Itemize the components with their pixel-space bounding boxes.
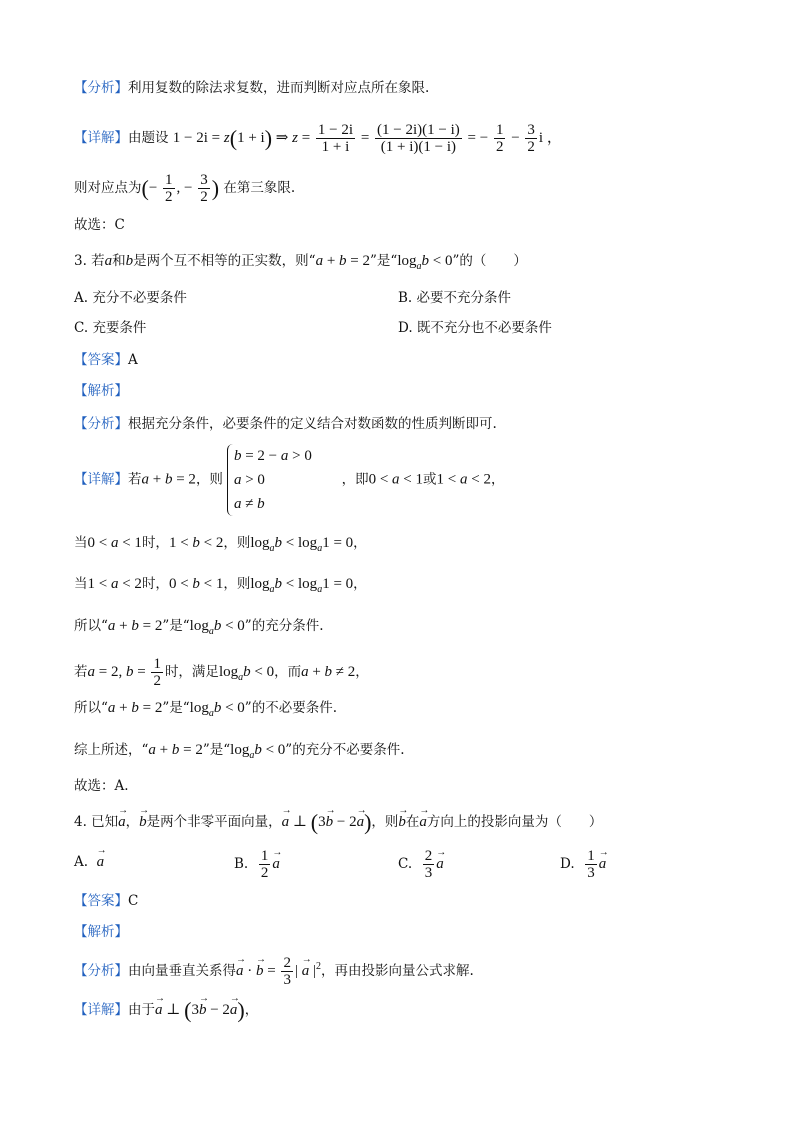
option-label: D. xyxy=(560,855,575,872)
eq-a-plus-b-ne: a + b ≠ 2 xyxy=(301,663,356,680)
q3-system: b = 2 − a > 0 a > 0 a ≠ b xyxy=(227,444,312,516)
q4-analysis-b: ，再由投影向量公式求解. xyxy=(321,962,474,979)
q3-so: 所以“ xyxy=(74,700,108,716)
option-expr: $\frac{1}{3}$ → a xyxy=(583,856,606,872)
answer-tag: 【答案】 xyxy=(74,893,128,909)
option-num: 1 xyxy=(260,848,269,864)
q4-stem-d: ，则 xyxy=(371,814,399,830)
q2-point-coords: (− $\frac{1}{2}$ , − $\frac{3}{2}$ ) xyxy=(141,172,220,205)
analysis-tag: 【分析】 xyxy=(74,962,128,979)
q3-detail-line: 【详解】若a + b = 2，则b = 2 − a > 0 a > 0 a ≠ b ，即0 < a < 1或1 < a < 2， xyxy=(74,444,504,516)
q4-option-d[interactable] xyxy=(560,848,606,881)
q3-counter-line: 若a = 2, b = $\frac{1}{2}$ 时，满足$\log_ab < 0$，而a + b ≠ 2， xyxy=(74,656,369,689)
q3-when-suffix: 时， xyxy=(141,576,169,592)
q3-when-suffix: 时， xyxy=(141,535,169,551)
option-text: 必要不充分条件 xyxy=(416,290,512,306)
answer-tag: 【答案】 xyxy=(74,352,128,368)
q3-detail-tail: ，即 xyxy=(341,471,369,488)
vec-a: → a xyxy=(419,812,427,832)
q4-detail: 由于 xyxy=(128,1002,155,1018)
q2-choice: 故选：C xyxy=(74,217,125,233)
option-label: B. xyxy=(398,290,413,306)
var-b: b xyxy=(125,253,134,269)
q3-option-b[interactable] xyxy=(398,288,511,308)
q3-stem-b: 和 xyxy=(112,253,126,269)
q3-then: ，则 xyxy=(223,576,251,592)
q4-option-b[interactable] xyxy=(234,848,280,881)
q2-point-prefix: 则对应点为 xyxy=(74,179,142,196)
q3-not-necessary-line xyxy=(74,698,337,720)
q3-option-d[interactable] xyxy=(398,318,552,338)
eq-log-lt-0: $\log_ab < 0$ xyxy=(397,253,453,272)
q3-case2-cond: 1 < a < 2 xyxy=(87,576,142,592)
q3-stem-a: 3. 若 xyxy=(74,253,105,269)
option-label: A. xyxy=(74,290,89,306)
q2-detail-prefix: 由题设 xyxy=(128,129,169,146)
option-den: 3 xyxy=(424,865,433,881)
q3-range-2: 1 < a < 2 xyxy=(436,471,491,488)
eq-a-plus-b: a + b = 2 xyxy=(107,700,163,716)
q3-case1-cond: 0 < a < 1 xyxy=(87,535,142,551)
eq-a-plus-b: a + b = 2 xyxy=(148,742,203,758)
q4-option-a[interactable] xyxy=(74,852,104,872)
q3-choice: 故选：A. xyxy=(74,778,129,794)
analysis-tag: 【分析】 xyxy=(74,80,128,96)
option-expr: → a xyxy=(97,852,105,872)
q3-not-necessary: ”的不必要条件. xyxy=(244,700,337,716)
eq-a-plus-b: a + b = 2 xyxy=(141,471,196,488)
eq-a-plus-b: a + b = 2 xyxy=(107,618,163,634)
q4-stem-c: 是两个非零平面向量， xyxy=(146,814,282,830)
q3-option-c[interactable] xyxy=(74,318,146,338)
analysis-tag: 【分析】 xyxy=(74,416,128,432)
q2-equation: 1 − 2i = z(1 + i) ⇒ z = $\frac{1 - 2i}{1 + i}$ = $\frac{(1 - 2i)(1 - i)}{(1 + i)(1 - i)}$ = − $\frac{1}{2}$ − $\frac{3}{2}$ i ， xyxy=(172,122,562,155)
q2-analysis-line xyxy=(74,78,429,98)
q3-option-a[interactable] xyxy=(74,288,187,308)
option-text: 充要条件 xyxy=(92,320,147,336)
q3-sufficient-line xyxy=(74,616,324,638)
option-num: 1 xyxy=(587,848,595,864)
detail-tag: 【详解】 xyxy=(74,1002,128,1018)
q4-analysis-line xyxy=(74,955,474,988)
var-a: a xyxy=(104,253,113,269)
q3-stem-e: ”的（ ） xyxy=(452,253,527,269)
option-expr: $\frac{1}{2}$ → a xyxy=(257,856,280,872)
q3-case1-b: 1 < b < 2 xyxy=(168,535,224,551)
q3-detail-prefix: 若 xyxy=(128,471,142,488)
eq-log-lt-0: $\log_ab < 0$ xyxy=(230,742,286,761)
q3-case-2: 当1 < a < 2时，0 < b < 1，则$\log_ab < \log_a1 = 0$， xyxy=(74,576,367,595)
q4-answer-line xyxy=(74,891,138,911)
detail-tag: 【详解】 xyxy=(74,471,128,488)
q4-perp-condition: → a ⊥ (3→ b − 2→ a) xyxy=(282,814,372,830)
q3-if: 若 xyxy=(74,663,88,680)
q3-summary-line xyxy=(74,740,405,762)
q3-conclusion: ”的充分不必要条件. xyxy=(285,742,405,758)
q4-stem xyxy=(74,809,603,835)
option-label: B. xyxy=(234,855,249,872)
q3-when: 当 xyxy=(74,576,88,592)
q4-stem-a: 4. 已知 xyxy=(74,814,119,830)
q2-detail-line xyxy=(74,122,562,155)
option-text: 充分不必要条件 xyxy=(92,290,187,306)
q3-case2-log: $\log_ab < \log_a1 = 0$ xyxy=(250,576,354,595)
q3-analysis-text: 根据充分条件，必要条件的定义结合对数函数的性质判断即可. xyxy=(128,416,497,432)
q2-point-line xyxy=(74,172,295,205)
q2-point-suffix: 在第三象限. xyxy=(223,179,296,196)
q4-option-c[interactable] xyxy=(398,848,444,881)
q3-sufficient: ”的充分条件. xyxy=(244,618,324,634)
option-label: C. xyxy=(74,320,89,336)
option-den: 2 xyxy=(260,865,269,881)
q3-is: ”是“ xyxy=(202,742,231,758)
q4-stem-f: 方向上的投影向量为（ ） xyxy=(426,814,603,830)
detail-tag: 【详解】 xyxy=(74,129,128,146)
q4-perp-condition: → a ⊥ (3→ b − 2→ a) xyxy=(155,1002,245,1018)
q3-stem xyxy=(74,251,527,273)
option-expr: $\frac{2}{3}$ → a xyxy=(421,856,444,872)
vec-b: → b xyxy=(139,812,147,832)
q3-case2-b: 0 < b < 1 xyxy=(168,576,224,592)
q4-detail-line: 【详解】由于→ a ⊥ (3→ b − 2→ a)， xyxy=(74,1000,258,1021)
option-num: 2 xyxy=(424,848,433,864)
eq-a-plus-b: a + b = 2 xyxy=(315,253,371,269)
q3-answer: A xyxy=(128,352,138,368)
q3-or: 或 xyxy=(423,471,437,488)
option-label: A. xyxy=(74,854,89,870)
q2-analysis-text: 利用复数的除法求复数，进而判断对应点所在象限. xyxy=(128,80,430,96)
q3-so: 所以“ xyxy=(74,618,108,634)
eq-log-lt-0: $\log_ab < 0$ xyxy=(189,700,245,719)
q4-stem-e: 在 xyxy=(405,814,420,830)
vec-a: → a xyxy=(118,812,126,832)
eq-log-lt-0: $\log_ab < 0$ xyxy=(218,663,275,683)
q3-stem-d: ”是“ xyxy=(370,253,398,269)
q3-answer-line xyxy=(74,350,138,370)
q3-when: 当 xyxy=(74,535,88,551)
q3-stem-c: 是两个互不相等的正实数，则“ xyxy=(133,253,316,269)
q3-analysis-line xyxy=(74,414,497,434)
option-text: 既不充分也不必要条件 xyxy=(416,320,552,336)
eq-log-lt-0: $\log_ab < 0$ xyxy=(189,618,245,637)
q3-counter-values: a = 2, b = $\frac{1}{2}$ xyxy=(87,656,161,689)
q3-then: ，则 xyxy=(223,535,251,551)
q3-case1-log: $\log_ab < \log_a1 = 0$ xyxy=(250,535,354,554)
q4-dot-relation: → a · → b = $\frac{2}{3}$ | → a $|^2$ xyxy=(236,963,321,979)
q3-case-1: 当0 < a < 1时，1 < b < 2，则$\log_ab < \log_a1 = 0$， xyxy=(74,535,367,554)
vec-b: → b xyxy=(398,812,406,832)
q3-is: ”是“ xyxy=(162,618,190,634)
option-label: D. xyxy=(398,320,413,336)
q3-range-1: 0 < a < 1 xyxy=(368,471,424,488)
q4-answer: C xyxy=(128,893,139,909)
q4-explain-tag: 【解析】 xyxy=(74,924,128,940)
option-den: 3 xyxy=(587,865,595,881)
q3-is: ”是“ xyxy=(162,700,190,716)
q3-detail-then: ，则 xyxy=(195,471,223,488)
q4-analysis-a: 由向量垂直关系得 xyxy=(128,962,236,979)
q3-explain-tag: 【解析】 xyxy=(74,383,128,399)
q3-but: ，而 xyxy=(274,663,302,680)
q3-satisfy: 时，满足 xyxy=(164,663,219,680)
q3-summary: 综上所述，“ xyxy=(74,742,149,758)
option-label: C. xyxy=(398,855,413,872)
q4-stem-b: ， xyxy=(125,814,140,830)
